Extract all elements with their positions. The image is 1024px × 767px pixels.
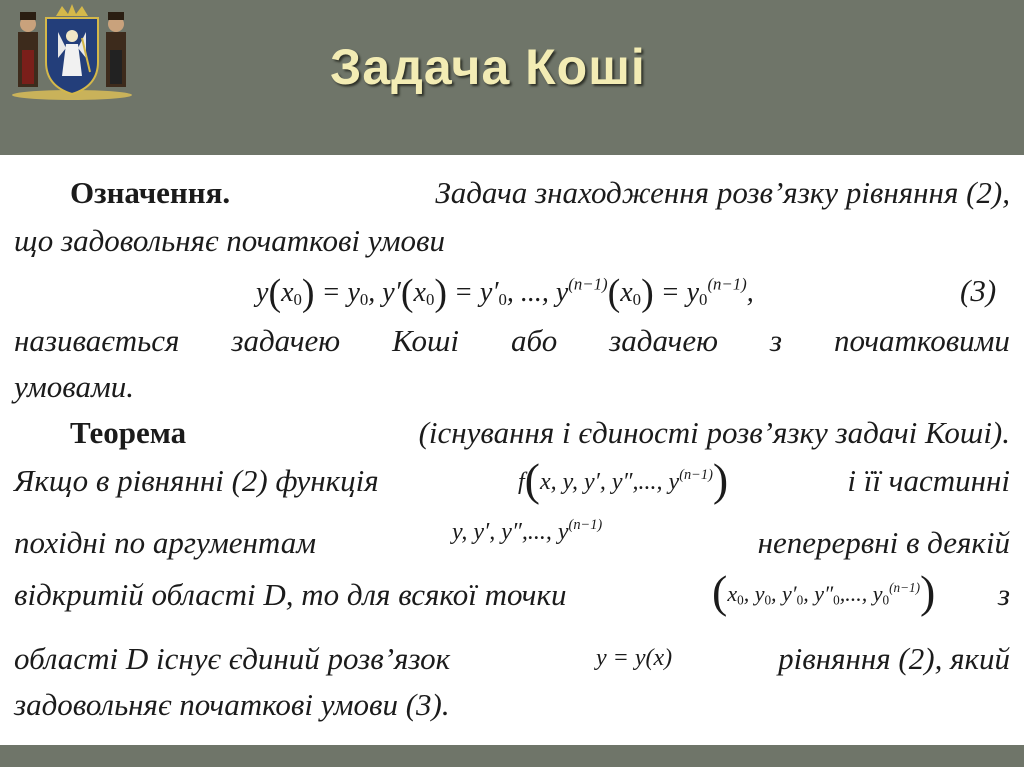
slide-title: Задача Коші: [330, 39, 646, 95]
arguments-formula: y, y′, y″,..., $y^{(n-1)}$: [452, 516, 603, 545]
definition-line-3: називається задачею Коші або задачею з початковими: [14, 323, 1010, 358]
definition-text-1: Задача знаходження розв’язку рівняння (2),: [435, 175, 1010, 210]
solution-formula: y = y(x): [596, 645, 673, 671]
definition-line-2: що задовольняє початкові умови: [14, 223, 446, 258]
theorem-text-3a: похідні по аргументам: [14, 525, 316, 560]
theorem-term: Теорема: [70, 415, 187, 450]
function-formula: f(x, y, y′, y″,..., $y^{(n-1)}$): [518, 454, 729, 505]
point-formula: ($x_0$, $y_0$, $y'_0$, $y''_0$,..., $y_0^{(n-1)}$): [712, 566, 936, 617]
theorem-text-5a: області D існує єдиний розв’язок: [14, 641, 451, 676]
formula-number: (3): [960, 273, 997, 308]
definition-term: Означення.: [70, 175, 231, 210]
definition-line-4: умовами.: [14, 369, 135, 404]
coat-of-arms-emblem: [6, 2, 138, 102]
slide-header: [0, 0, 1024, 155]
definition-line-1: [70, 177, 1010, 208]
theorem-text-5b: рівняння (2), який: [778, 641, 1010, 676]
theorem-text-2b: і її частинні: [847, 463, 1010, 498]
theorem-text-3b: неперервні в деякій: [757, 525, 1010, 560]
theorem-text-1: (існування і єдиності розв’язку задачі Коші).: [418, 415, 1010, 450]
slide-content: [0, 155, 1024, 745]
theorem-text-4a: відкритій області D, то для всякої точки: [14, 577, 567, 612]
theorem-line-1: [70, 417, 1010, 448]
theorem-text-4b: з: [997, 577, 1010, 612]
slide-footer: [0, 745, 1024, 767]
theorem-text-2a: Якщо в рівнянні (2) функція: [14, 463, 379, 498]
theorem-line-6: задовольняє початкові умови (3).: [14, 687, 450, 722]
definition-formula: $y(x_0) = y_0$, $y'(x_0) = y'_0$, ..., $y^{(n-1)}(x_0) = y_0^{(n-1)}$,: [256, 272, 754, 314]
